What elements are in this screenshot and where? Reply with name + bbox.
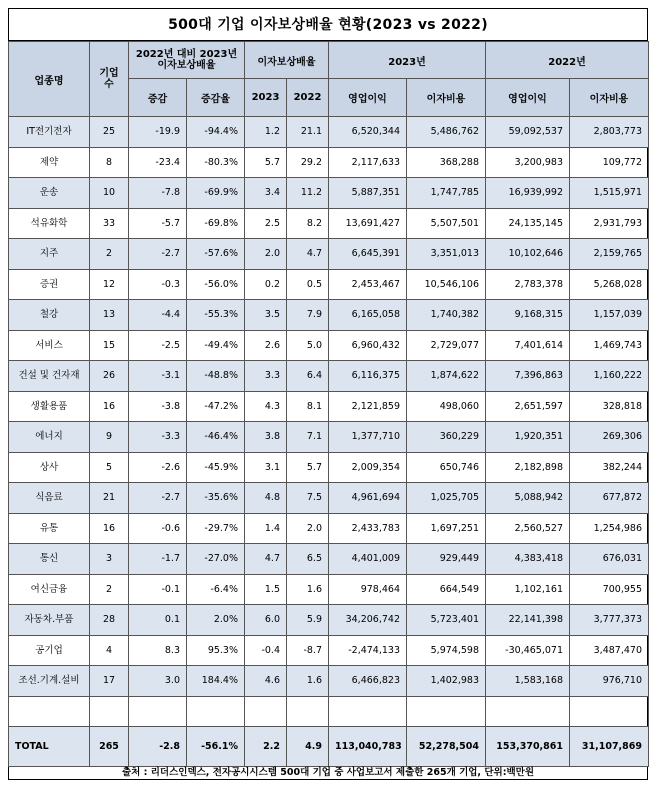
- ratio-2023-cell: 2.6: [245, 330, 287, 361]
- ratio-2022-cell: 6.5: [287, 544, 329, 575]
- table-row: [9, 605, 649, 636]
- industry-cell: 철강: [9, 300, 90, 331]
- op-income-2022-cell: 10,102,646: [486, 239, 570, 270]
- table-row: [9, 513, 649, 544]
- industry-cell: 증권: [9, 269, 90, 300]
- interest-2023-cell: 498,060: [407, 391, 486, 422]
- change-cell: -3.8: [129, 391, 187, 422]
- industry-cell: 석유화학: [9, 208, 90, 239]
- op-income-2022-cell: 4,383,418: [486, 544, 570, 575]
- ratio-2022-cell: 5.0: [287, 330, 329, 361]
- empty-cell: [287, 696, 329, 726]
- interest-2022-cell: 2,159,765: [570, 239, 649, 270]
- change-rate-cell: -6.4%: [187, 574, 245, 605]
- ratio-2023-cell: 1.2: [245, 117, 287, 148]
- op-income-2023-cell: 13,691,427: [329, 208, 407, 239]
- ratio-2022-cell: 5.7: [287, 452, 329, 483]
- ratio-2023-cell: 4.8: [245, 483, 287, 514]
- industry-cell: 건설 및 건자재: [9, 361, 90, 392]
- header-ratio-group: 이자보상배율: [245, 42, 329, 79]
- industry-cell: IT전기전자: [9, 117, 90, 148]
- count-cell: 9: [90, 422, 129, 453]
- count-cell: 28: [90, 605, 129, 636]
- ratio-2022-cell: 1.6: [287, 574, 329, 605]
- op-income-2022-cell: 7,401,614: [486, 330, 570, 361]
- empty-cell: [187, 696, 245, 726]
- table-row: [9, 452, 649, 483]
- empty-cell: [9, 696, 90, 726]
- op-income-2023-cell: 5,887,351: [329, 178, 407, 209]
- header-op-income-2022: 영업이익: [486, 79, 570, 117]
- ratio-2022-cell: 11.2: [287, 178, 329, 209]
- op-income-2022-cell: 16,939,992: [486, 178, 570, 209]
- table-row: [9, 544, 649, 575]
- interest-2023-cell: 5,486,762: [407, 117, 486, 148]
- op-income-2023-cell: 2,117,633: [329, 147, 407, 178]
- ratio-2022-cell: 1.6: [287, 666, 329, 697]
- change-rate-cell: -56.0%: [187, 269, 245, 300]
- change-cell: -4.4: [129, 300, 187, 331]
- change-rate-cell: -94.4%: [187, 117, 245, 148]
- header-change-rate: 증감율: [187, 79, 245, 117]
- interest-2022-cell: 1,469,743: [570, 330, 649, 361]
- empty-cell: [245, 696, 287, 726]
- interest-2023-cell: 929,449: [407, 544, 486, 575]
- interest-2023-cell: 650,746: [407, 452, 486, 483]
- industry-cell: 지주: [9, 239, 90, 270]
- change-cell: -3.3: [129, 422, 187, 453]
- op-income-2022-cell: 1,102,161: [486, 574, 570, 605]
- ratio-2022-cell: 2.0: [287, 513, 329, 544]
- op-income-2022-cell: 1,583,168: [486, 666, 570, 697]
- page-title: 500대 기업 이자보상배율 현황(2023 vs 2022): [8, 8, 648, 41]
- change-cell: -0.1: [129, 574, 187, 605]
- op-income-2023-cell: 6,960,432: [329, 330, 407, 361]
- ratio-2023-cell: 2.5: [245, 208, 287, 239]
- op-income-2022-cell: 59,092,537: [486, 117, 570, 148]
- op-income-2022-cell: 3,200,983: [486, 147, 570, 178]
- op-income-2022-cell: 1,920,351: [486, 422, 570, 453]
- op-income-2023-cell: 2,453,467: [329, 269, 407, 300]
- total-industry-cell: TOTAL: [9, 726, 90, 766]
- count-cell: 13: [90, 300, 129, 331]
- change-rate-cell: -57.6%: [187, 239, 245, 270]
- total-interest-2022-cell: 31,107,869: [570, 726, 649, 766]
- ratio-2023-cell: 4.6: [245, 666, 287, 697]
- empty-cell: [329, 696, 407, 726]
- ratio-2023-cell: 4.7: [245, 544, 287, 575]
- op-income-2023-cell: 6,645,391: [329, 239, 407, 270]
- change-cell: -7.8: [129, 178, 187, 209]
- ratio-2023-cell: 3.1: [245, 452, 287, 483]
- op-income-2022-cell: 2,182,898: [486, 452, 570, 483]
- header-row-1: [9, 42, 649, 79]
- op-income-2022-cell: 5,088,942: [486, 483, 570, 514]
- change-rate-cell: -55.3%: [187, 300, 245, 331]
- header-op-income-2023: 영업이익: [329, 79, 407, 117]
- count-cell: 16: [90, 391, 129, 422]
- op-income-2023-cell: 6,466,823: [329, 666, 407, 697]
- table-row: [9, 147, 649, 178]
- op-income-2023-cell: 34,206,742: [329, 605, 407, 636]
- count-cell: 26: [90, 361, 129, 392]
- interest-2023-cell: 5,507,501: [407, 208, 486, 239]
- source-footer: 출처 : 리더스인덱스, 전자공시시스템 500대 기업 중 사업보고서 제출한 265개 기업, 단위:백만원: [121, 767, 535, 778]
- ratio-2022-cell: 6.4: [287, 361, 329, 392]
- industry-cell: 에너지: [9, 422, 90, 453]
- industry-cell: 생활용품: [9, 391, 90, 422]
- table-row: [9, 361, 649, 392]
- ratio-2022-cell: 7.1: [287, 422, 329, 453]
- ratio-2022-cell: 7.5: [287, 483, 329, 514]
- total-op-income-2023-cell: 113,040,783: [329, 726, 407, 766]
- header-2022-group: 2022년: [486, 42, 649, 79]
- table-row: [9, 422, 649, 453]
- count-cell: 21: [90, 483, 129, 514]
- count-cell: 2: [90, 574, 129, 605]
- industry-cell: 자동차.부품: [9, 605, 90, 636]
- op-income-2023-cell: 978,464: [329, 574, 407, 605]
- interest-2023-cell: 10,546,106: [407, 269, 486, 300]
- empty-cell: [407, 696, 486, 726]
- change-cell: -3.1: [129, 361, 187, 392]
- change-cell: -5.7: [129, 208, 187, 239]
- interest-2022-cell: 676,031: [570, 544, 649, 575]
- change-rate-cell: -45.9%: [187, 452, 245, 483]
- change-cell: -0.3: [129, 269, 187, 300]
- total-count-cell: 265: [90, 726, 129, 766]
- table-row: [9, 300, 649, 331]
- empty-row: [9, 696, 649, 726]
- empty-cell: [129, 696, 187, 726]
- interest-2023-cell: 2,729,077: [407, 330, 486, 361]
- header-2023-group: 2023년: [329, 42, 486, 79]
- interest-2023-cell: 664,549: [407, 574, 486, 605]
- ratio-2022-cell: 7.9: [287, 300, 329, 331]
- industry-cell: 조선.기계.설비: [9, 666, 90, 697]
- table-row: [9, 330, 649, 361]
- ratio-2022-cell: 5.9: [287, 605, 329, 636]
- industry-cell: 상사: [9, 452, 90, 483]
- interest-2023-cell: 1,747,785: [407, 178, 486, 209]
- op-income-2023-cell: 2,009,354: [329, 452, 407, 483]
- op-income-2023-cell: 1,377,710: [329, 422, 407, 453]
- industry-cell: 식음료: [9, 483, 90, 514]
- change-cell: 0.1: [129, 605, 187, 636]
- industry-cell: 운송: [9, 178, 90, 209]
- table-row: [9, 666, 649, 697]
- count-cell: 25: [90, 117, 129, 148]
- table-row: [9, 635, 649, 666]
- change-rate-cell: 184.4%: [187, 666, 245, 697]
- ratio-2023-cell: 1.5: [245, 574, 287, 605]
- header-change: 증감: [129, 79, 187, 117]
- ratio-2023-cell: 1.4: [245, 513, 287, 544]
- empty-cell: [90, 696, 129, 726]
- change-cell: -2.5: [129, 330, 187, 361]
- interest-2022-cell: 1,157,039: [570, 300, 649, 331]
- op-income-2022-cell: 22,141,398: [486, 605, 570, 636]
- op-income-2023-cell: 2,121,859: [329, 391, 407, 422]
- table-row: [9, 178, 649, 209]
- interest-2023-cell: 1,025,705: [407, 483, 486, 514]
- header-count: 기업 수: [90, 42, 129, 117]
- op-income-2022-cell: 2,651,597: [486, 391, 570, 422]
- change-rate-cell: -27.0%: [187, 544, 245, 575]
- industry-cell: 제약: [9, 147, 90, 178]
- count-cell: 12: [90, 269, 129, 300]
- count-cell: 3: [90, 544, 129, 575]
- ratio-2022-cell: 4.7: [287, 239, 329, 270]
- change-rate-cell: -47.2%: [187, 391, 245, 422]
- header-change-group: 2022년 대비 2023년 이자보상배율: [129, 42, 245, 79]
- count-cell: 16: [90, 513, 129, 544]
- change-cell: 8.3: [129, 635, 187, 666]
- ratio-2023-cell: 5.7: [245, 147, 287, 178]
- change-rate-cell: -48.8%: [187, 361, 245, 392]
- ratio-2022-cell: 29.2: [287, 147, 329, 178]
- ratio-2023-cell: 3.4: [245, 178, 287, 209]
- table-row: [9, 239, 649, 270]
- op-income-2023-cell: 4,401,009: [329, 544, 407, 575]
- interest-2023-cell: 360,229: [407, 422, 486, 453]
- change-rate-cell: -46.4%: [187, 422, 245, 453]
- count-cell: 33: [90, 208, 129, 239]
- change-rate-cell: -69.8%: [187, 208, 245, 239]
- interest-coverage-table: [8, 41, 649, 767]
- header-ratio-2023: 2023: [245, 79, 287, 117]
- count-cell: 15: [90, 330, 129, 361]
- op-income-2022-cell: -30,465,071: [486, 635, 570, 666]
- ratio-2023-cell: 3.3: [245, 361, 287, 392]
- op-income-2023-cell: 6,520,344: [329, 117, 407, 148]
- interest-2022-cell: 382,244: [570, 452, 649, 483]
- ratio-2023-cell: -0.4: [245, 635, 287, 666]
- interest-2023-cell: 5,723,401: [407, 605, 486, 636]
- interest-2022-cell: 2,803,773: [570, 117, 649, 148]
- total-ratio-2023-cell: 2.2: [245, 726, 287, 766]
- header-industry: 업종명: [9, 42, 90, 117]
- interest-2023-cell: 1,697,251: [407, 513, 486, 544]
- ratio-2023-cell: 3.5: [245, 300, 287, 331]
- count-cell: 17: [90, 666, 129, 697]
- change-rate-cell: 2.0%: [187, 605, 245, 636]
- op-income-2023-cell: -2,474,133: [329, 635, 407, 666]
- header-interest-2022: 이자비용: [570, 79, 649, 117]
- industry-cell: 여신금융: [9, 574, 90, 605]
- count-cell: 2: [90, 239, 129, 270]
- interest-2022-cell: 976,710: [570, 666, 649, 697]
- op-income-2022-cell: 24,135,145: [486, 208, 570, 239]
- ratio-2023-cell: 2.0: [245, 239, 287, 270]
- change-rate-cell: -29.7%: [187, 513, 245, 544]
- interest-2023-cell: 1,874,622: [407, 361, 486, 392]
- header-ratio-2022: 2022: [287, 79, 329, 117]
- table-row: [9, 391, 649, 422]
- op-income-2022-cell: 2,783,378: [486, 269, 570, 300]
- change-cell: -0.6: [129, 513, 187, 544]
- change-rate-cell: -69.9%: [187, 178, 245, 209]
- op-income-2022-cell: 9,168,315: [486, 300, 570, 331]
- interest-2023-cell: 368,288: [407, 147, 486, 178]
- op-income-2023-cell: 6,116,375: [329, 361, 407, 392]
- change-rate-cell: -49.4%: [187, 330, 245, 361]
- count-cell: 5: [90, 452, 129, 483]
- change-cell: -2.6: [129, 452, 187, 483]
- op-income-2022-cell: 7,396,863: [486, 361, 570, 392]
- ratio-2023-cell: 6.0: [245, 605, 287, 636]
- interest-2022-cell: 3,777,373: [570, 605, 649, 636]
- empty-cell: [486, 696, 570, 726]
- ratio-2022-cell: 8.2: [287, 208, 329, 239]
- interest-2022-cell: 269,306: [570, 422, 649, 453]
- interest-2022-cell: 677,872: [570, 483, 649, 514]
- ratio-2023-cell: 3.8: [245, 422, 287, 453]
- op-income-2022-cell: 2,560,527: [486, 513, 570, 544]
- interest-2022-cell: 1,515,971: [570, 178, 649, 209]
- interest-2022-cell: 1,254,986: [570, 513, 649, 544]
- interest-2023-cell: 5,974,598: [407, 635, 486, 666]
- table-row: [9, 574, 649, 605]
- industry-cell: 통신: [9, 544, 90, 575]
- change-rate-cell: -80.3%: [187, 147, 245, 178]
- change-rate-cell: 95.3%: [187, 635, 245, 666]
- change-cell: -2.7: [129, 483, 187, 514]
- change-rate-cell: -35.6%: [187, 483, 245, 514]
- interest-2022-cell: 700,955: [570, 574, 649, 605]
- op-income-2023-cell: 2,433,783: [329, 513, 407, 544]
- total-change-cell: -2.8: [129, 726, 187, 766]
- interest-2023-cell: 3,351,013: [407, 239, 486, 270]
- op-income-2023-cell: 6,165,058: [329, 300, 407, 331]
- op-income-2023-cell: 4,961,694: [329, 483, 407, 514]
- interest-2022-cell: 5,268,028: [570, 269, 649, 300]
- total-interest-2023-cell: 52,278,504: [407, 726, 486, 766]
- change-cell: -19.9: [129, 117, 187, 148]
- industry-cell: 서비스: [9, 330, 90, 361]
- total-row: [9, 726, 649, 766]
- industry-cell: 유통: [9, 513, 90, 544]
- ratio-2022-cell: 8.1: [287, 391, 329, 422]
- table-row: [9, 208, 649, 239]
- interest-2022-cell: 1,160,222: [570, 361, 649, 392]
- ratio-2023-cell: 4.3: [245, 391, 287, 422]
- table-row: [9, 269, 649, 300]
- table-row: [9, 117, 649, 148]
- total-op-income-2022-cell: 153,370,861: [486, 726, 570, 766]
- interest-2022-cell: 3,487,470: [570, 635, 649, 666]
- table-body: [9, 117, 649, 767]
- ratio-2022-cell: 0.5: [287, 269, 329, 300]
- total-change-rate-cell: -56.1%: [187, 726, 245, 766]
- change-cell: 3.0: [129, 666, 187, 697]
- total-ratio-2022-cell: 4.9: [287, 726, 329, 766]
- ratio-2022-cell: 21.1: [287, 117, 329, 148]
- interest-2023-cell: 1,740,382: [407, 300, 486, 331]
- interest-2022-cell: 109,772: [570, 147, 649, 178]
- table-row: [9, 483, 649, 514]
- ratio-2022-cell: -8.7: [287, 635, 329, 666]
- count-cell: 4: [90, 635, 129, 666]
- empty-cell: [570, 696, 649, 726]
- industry-cell: 공기업: [9, 635, 90, 666]
- interest-2022-cell: 2,931,793: [570, 208, 649, 239]
- ratio-2023-cell: 0.2: [245, 269, 287, 300]
- header-interest-2023: 이자비용: [407, 79, 486, 117]
- count-cell: 10: [90, 178, 129, 209]
- interest-2023-cell: 1,402,983: [407, 666, 486, 697]
- change-cell: -2.7: [129, 239, 187, 270]
- change-cell: -1.7: [129, 544, 187, 575]
- change-cell: -23.4: [129, 147, 187, 178]
- count-cell: 8: [90, 147, 129, 178]
- interest-2022-cell: 328,818: [570, 391, 649, 422]
